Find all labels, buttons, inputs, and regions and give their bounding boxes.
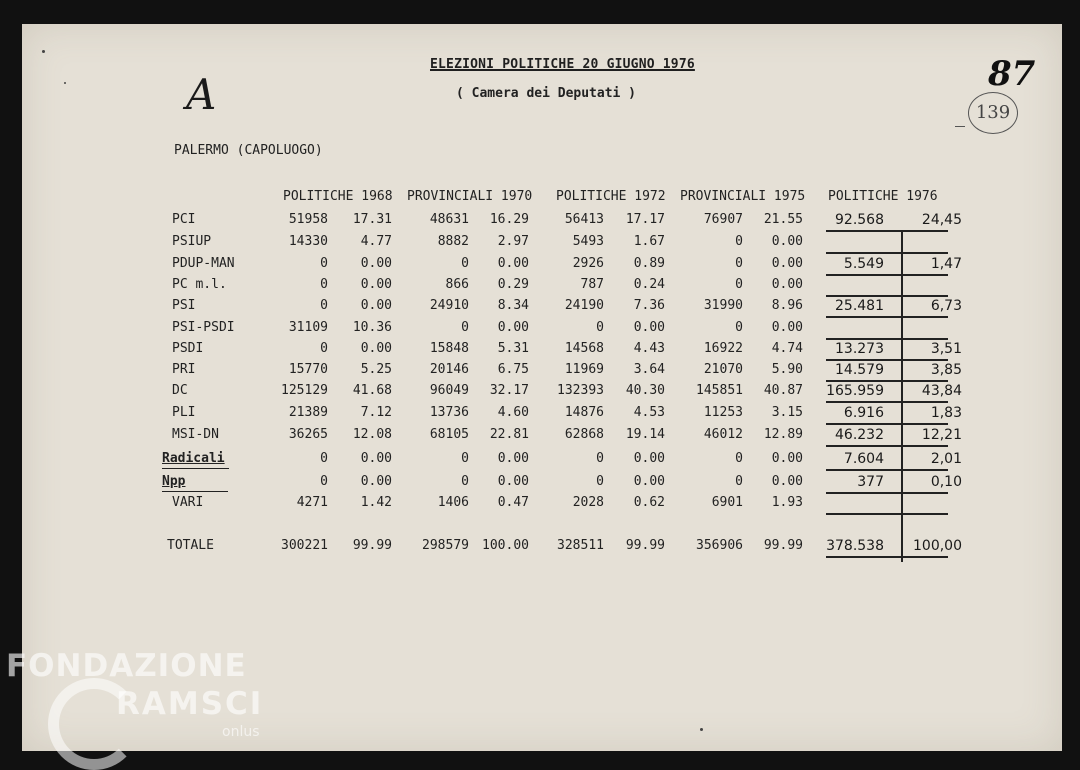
row-pri-p1968: 5.25 xyxy=(360,362,392,377)
pencil-mark xyxy=(955,126,965,127)
row-psi-psdi-p1970: 0.00 xyxy=(497,320,529,335)
row-dc-v1975: 145851 xyxy=(696,383,743,398)
row-psi-psdi-v1975: 0 xyxy=(735,320,743,335)
row-pli-1976-underline xyxy=(826,423,948,425)
row-npp-p1976: 0,10 xyxy=(930,474,962,490)
column-divider-1976 xyxy=(901,230,903,562)
handwritten-circled-number: 139 xyxy=(968,92,1018,134)
row-pci-p1976: 24,45 xyxy=(921,212,962,228)
row-pdup-man-v1972: 2926 xyxy=(572,256,604,271)
row-radicali-1976-underline xyxy=(826,469,948,471)
row-vari-p1968: 1.42 xyxy=(360,495,392,510)
row-psdi-v1972: 14568 xyxy=(564,341,604,356)
row-pli-p1968: 7.12 xyxy=(360,405,392,420)
row-vari-p1970: 0.47 xyxy=(497,495,529,510)
row-pci-v1972: 56413 xyxy=(564,212,604,227)
row-pri-v1976: 14.579 xyxy=(835,362,884,378)
row-pc-m-l--p1972: 0.24 xyxy=(633,277,665,292)
watermark-line3: onlus xyxy=(222,724,260,740)
fondazione-gramsci-watermark xyxy=(6,648,264,740)
row-psiup-p1975: 0.00 xyxy=(771,234,803,249)
row-psdi-p1970: 5.31 xyxy=(497,341,529,356)
row-pdup-man-v1975: 0 xyxy=(735,256,743,271)
row-psi-p1970: 8.34 xyxy=(497,298,529,313)
row-npp-p1968: 0.00 xyxy=(360,474,392,489)
row-pc-m-l--p1970: 0.29 xyxy=(497,277,529,292)
row-psdi-1976-underline xyxy=(826,359,948,361)
row-totale-party-name: TOTALE xyxy=(167,538,214,553)
document-subtitle: ( Camera dei Deputati ) xyxy=(456,86,637,101)
row-psiup-v1975: 0 xyxy=(735,234,743,249)
row-vari-1976-underline xyxy=(826,513,948,515)
row-msi-dn-v1968: 36265 xyxy=(288,427,328,442)
row-pci-p1968: 17.31 xyxy=(352,212,392,227)
row-radicali-v1975: 0 xyxy=(735,451,743,466)
row-npp-p1975: 0.00 xyxy=(771,474,803,489)
header-politiche-1976: POLITICHE 1976 xyxy=(828,189,938,204)
row-totale-v1976: 378.538 xyxy=(826,538,884,554)
row-psdi-p1968: 0.00 xyxy=(360,341,392,356)
document-title: ELEZIONI POLITICHE 20 GIUGNO 1976 xyxy=(430,57,695,72)
row-vari-p1972: 0.62 xyxy=(633,495,665,510)
row-pc-m-l--1976-underline xyxy=(826,295,948,297)
row-pci-v1976: 92.568 xyxy=(835,212,884,228)
row-pdup-man-p1975: 0.00 xyxy=(771,256,803,271)
row-psi-psdi-1976-underline xyxy=(826,338,948,340)
row-radicali-party-name: Radicali xyxy=(162,451,225,466)
row-msi-dn-v1972: 62868 xyxy=(564,427,604,442)
row-pci-1976-underline xyxy=(826,230,948,232)
row-pli-p1972: 4.53 xyxy=(633,405,665,420)
row-npp-1976-underline xyxy=(826,492,948,494)
paper-speck xyxy=(42,50,45,53)
row-psi-p1968: 0.00 xyxy=(360,298,392,313)
row-psi-v1976: 25.481 xyxy=(835,298,884,314)
row-vari-party-name: VARI xyxy=(172,495,204,510)
row-dc-1976-underline xyxy=(826,401,948,403)
party-label-underline xyxy=(162,491,228,492)
row-pri-p1976: 3,85 xyxy=(930,362,962,378)
row-psiup-p1970: 2.97 xyxy=(497,234,529,249)
row-dc-p1972: 40.30 xyxy=(625,383,665,398)
row-msi-dn-party-name: MSI-DN xyxy=(172,427,219,442)
row-psi-psdi-party-name: PSI-PSDI xyxy=(172,320,235,335)
paper-speck xyxy=(64,82,66,84)
row-dc-v1976: 165.959 xyxy=(826,383,884,399)
row-pri-p1972: 3.64 xyxy=(633,362,665,377)
row-msi-dn-p1975: 12.89 xyxy=(763,427,803,442)
row-psiup-1976-underline xyxy=(826,252,948,254)
row-pdup-man-p1968: 0.00 xyxy=(360,256,392,271)
row-radicali-p1968: 0.00 xyxy=(360,451,392,466)
watermark-line1: FONDAZIONE xyxy=(6,648,247,684)
handwritten-page-number: 87 xyxy=(988,54,1036,94)
row-pdup-man-p1972: 0.89 xyxy=(633,256,665,271)
row-pdup-man-v1970: 0 xyxy=(461,256,469,271)
row-radicali-p1970: 0.00 xyxy=(497,451,529,466)
header-provinciali-1970: PROVINCIALI 1970 xyxy=(407,189,533,204)
row-pri-p1970: 6.75 xyxy=(497,362,529,377)
row-npp-p1970: 0.00 xyxy=(497,474,529,489)
row-psi-psdi-p1968: 10.36 xyxy=(352,320,392,335)
row-psdi-v1976: 13.273 xyxy=(835,341,884,357)
row-npp-v1976: 377 xyxy=(857,474,884,490)
row-msi-dn-p1970: 22.81 xyxy=(489,427,529,442)
row-totale-v1970: 298579 xyxy=(422,538,469,553)
row-msi-dn-p1968: 12.08 xyxy=(352,427,392,442)
row-psi-party-name: PSI xyxy=(172,298,196,313)
row-pc-m-l--party-name: PC m.l. xyxy=(172,277,227,292)
row-msi-dn-p1976: 12,21 xyxy=(921,427,962,443)
row-pc-m-l--p1975: 0.00 xyxy=(771,277,803,292)
row-psdi-p1975: 4.74 xyxy=(771,341,803,356)
row-radicali-p1976: 2,01 xyxy=(930,451,962,467)
row-psi-psdi-v1970: 0 xyxy=(461,320,469,335)
row-psiup-party-name: PSIUP xyxy=(172,234,212,249)
row-totale-p1976: 100,00 xyxy=(913,538,962,554)
row-npp-p1972: 0.00 xyxy=(633,474,665,489)
row-npp-v1975: 0 xyxy=(735,474,743,489)
row-dc-p1968: 41.68 xyxy=(352,383,392,398)
row-vari-p1975: 1.93 xyxy=(771,495,803,510)
row-psi-v1968: 0 xyxy=(320,298,328,313)
row-pci-p1972: 17.17 xyxy=(625,212,665,227)
row-radicali-v1970: 0 xyxy=(461,451,469,466)
row-msi-dn-v1970: 68105 xyxy=(429,427,469,442)
row-totale-p1968: 99.99 xyxy=(352,538,392,553)
row-pci-v1975: 76907 xyxy=(703,212,743,227)
row-pli-p1975: 3.15 xyxy=(771,405,803,420)
row-pri-v1970: 20146 xyxy=(429,362,469,377)
row-pli-p1970: 4.60 xyxy=(497,405,529,420)
row-psi-psdi-v1968: 31109 xyxy=(288,320,328,335)
row-pli-v1976: 6.916 xyxy=(843,405,884,421)
row-npp-party-name: Npp xyxy=(162,474,186,489)
row-radicali-v1972: 0 xyxy=(596,451,604,466)
row-vari-v1975: 6901 xyxy=(711,495,743,510)
row-radicali-v1968: 0 xyxy=(320,451,328,466)
header-provinciali-1975: PROVINCIALI 1975 xyxy=(680,189,806,204)
row-pli-v1970: 13736 xyxy=(429,405,469,420)
row-pdup-man-v1968: 0 xyxy=(320,256,328,271)
row-psi-1976-underline xyxy=(826,316,948,318)
row-psdi-p1976: 3,51 xyxy=(930,341,962,357)
row-dc-p1976: 43,84 xyxy=(921,383,962,399)
row-dc-party-name: DC xyxy=(172,383,188,398)
row-vari-v1972: 2028 xyxy=(572,495,604,510)
row-msi-dn-p1972: 19.14 xyxy=(625,427,665,442)
header-politiche-1968: POLITICHE 1968 xyxy=(283,189,393,204)
row-psiup-v1968: 14330 xyxy=(288,234,328,249)
row-psi-psdi-p1972: 0.00 xyxy=(633,320,665,335)
row-vari-v1968: 4271 xyxy=(296,495,328,510)
row-pc-m-l--p1968: 0.00 xyxy=(360,277,392,292)
row-pri-party-name: PRI xyxy=(172,362,196,377)
row-dc-v1972: 132393 xyxy=(557,383,604,398)
watermark-line2: RAMSCI xyxy=(116,686,264,722)
row-msi-dn-1976-underline xyxy=(826,445,948,447)
row-npp-v1970: 0 xyxy=(461,474,469,489)
row-psi-v1970: 24910 xyxy=(429,298,469,313)
row-psi-v1975: 31990 xyxy=(703,298,743,313)
row-psiup-p1968: 4.77 xyxy=(360,234,392,249)
row-psi-psdi-p1975: 0.00 xyxy=(771,320,803,335)
row-totale-v1968: 300221 xyxy=(281,538,328,553)
row-psdi-v1975: 16922 xyxy=(703,341,743,356)
row-pci-p1970: 16.29 xyxy=(489,212,529,227)
row-pdup-man-v1976: 5.549 xyxy=(843,256,884,272)
row-pdup-man-1976-underline xyxy=(826,274,948,276)
row-pli-v1968: 21389 xyxy=(288,405,328,420)
city-label: PALERMO (CAPOLUOGO) xyxy=(174,143,323,158)
row-psdi-party-name: PSDI xyxy=(172,341,204,356)
row-msi-dn-v1975: 46012 xyxy=(703,427,743,442)
row-pci-v1970: 48631 xyxy=(429,212,469,227)
row-psdi-p1972: 4.43 xyxy=(633,341,665,356)
row-psi-p1976: 6,73 xyxy=(930,298,962,314)
row-totale-v1972: 328511 xyxy=(557,538,604,553)
row-psiup-p1972: 1.67 xyxy=(633,234,665,249)
row-npp-v1972: 0 xyxy=(596,474,604,489)
row-dc-p1975: 40.87 xyxy=(763,383,803,398)
row-psi-p1975: 8.96 xyxy=(771,298,803,313)
row-radicali-p1975: 0.00 xyxy=(771,451,803,466)
row-pri-1976-underline xyxy=(826,380,948,382)
row-pri-v1972: 11969 xyxy=(564,362,604,377)
row-totale-p1970: 100.00 xyxy=(482,538,529,553)
row-pdup-man-party-name: PDUP-MAN xyxy=(172,256,235,271)
row-totale-v1975: 356906 xyxy=(696,538,743,553)
row-pc-m-l--v1968: 0 xyxy=(320,277,328,292)
handwritten-letter: A xyxy=(186,70,217,119)
row-pli-v1972: 14876 xyxy=(564,405,604,420)
row-dc-v1968: 125129 xyxy=(281,383,328,398)
row-pci-party-name: PCI xyxy=(172,212,196,227)
row-pli-party-name: PLI xyxy=(172,405,196,420)
row-pri-v1968: 15770 xyxy=(288,362,328,377)
row-psiup-v1970: 8882 xyxy=(437,234,469,249)
row-totale-p1972: 99.99 xyxy=(625,538,665,553)
row-vari-v1970: 1406 xyxy=(437,495,469,510)
paper-speck xyxy=(700,728,703,731)
row-psdi-v1968: 0 xyxy=(320,341,328,356)
row-radicali-v1976: 7.604 xyxy=(843,451,884,467)
row-dc-v1970: 96049 xyxy=(429,383,469,398)
row-psi-v1972: 24190 xyxy=(564,298,604,313)
row-pc-m-l--v1975: 0 xyxy=(735,277,743,292)
row-pri-p1975: 5.90 xyxy=(771,362,803,377)
row-totale-1976-underline xyxy=(826,556,948,558)
row-totale-p1975: 99.99 xyxy=(763,538,803,553)
row-pc-m-l--v1972: 787 xyxy=(580,277,604,292)
row-pri-v1975: 21070 xyxy=(703,362,743,377)
row-radicali-p1972: 0.00 xyxy=(633,451,665,466)
row-pli-v1975: 11253 xyxy=(703,405,743,420)
row-npp-v1968: 0 xyxy=(320,474,328,489)
row-msi-dn-v1976: 46.232 xyxy=(835,427,884,443)
row-psiup-v1972: 5493 xyxy=(572,234,604,249)
row-dc-p1970: 32.17 xyxy=(489,383,529,398)
header-politiche-1972: POLITICHE 1972 xyxy=(556,189,666,204)
row-pli-p1976: 1,83 xyxy=(930,405,962,421)
row-pc-m-l--v1970: 866 xyxy=(445,277,469,292)
row-psi-p1972: 7.36 xyxy=(633,298,665,313)
row-pdup-man-p1970: 0.00 xyxy=(497,256,529,271)
row-pci-v1968: 51958 xyxy=(288,212,328,227)
row-psi-psdi-v1972: 0 xyxy=(596,320,604,335)
row-psdi-v1970: 15848 xyxy=(429,341,469,356)
party-label-underline xyxy=(162,468,229,469)
row-pci-p1975: 21.55 xyxy=(763,212,803,227)
row-pdup-man-p1976: 1,47 xyxy=(930,256,962,272)
